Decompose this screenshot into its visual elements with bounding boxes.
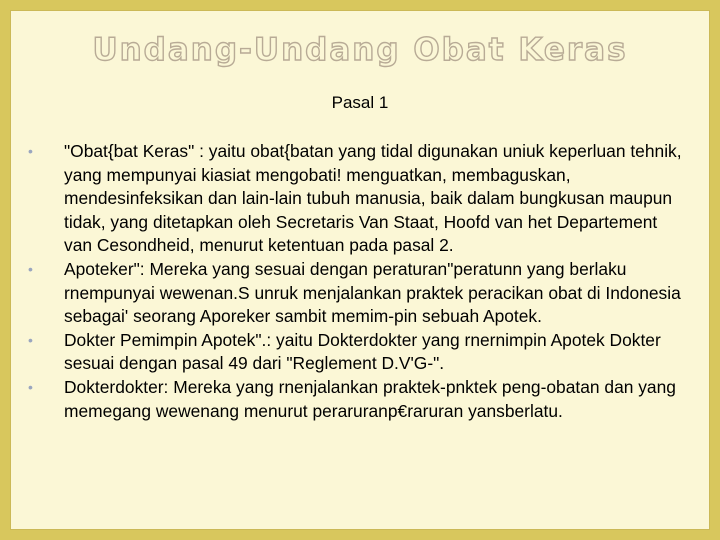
page-title: Undang-Undang Obat Keras [92,32,628,68]
list-item [28,258,688,329]
bullet-icon: • [28,143,33,159]
list-item [28,376,688,423]
bullet-icon: • [28,378,33,395]
list-item-text: Apoteker": Mereka yang sesuai dengan peraturan"peratunn yang berlaku rnempunyai wewenan.S unruk menjalankan praktek peracikan obat di Indonesia sebagai' seorang Aporeker sambit memim-pin sebuah Apotek. [64,258,681,327]
bullet-icon: • [28,331,33,348]
page-subtitle: Pasal 1 [331,93,389,112]
list-item [28,329,688,376]
list-item-text: Dokter Pemimpin Apotek".: yaitu Dokterdokter yang rnernimpin Apotek Dokter sesuai dengan pasal 49 dari "Reglement D.V'G-". [64,329,661,374]
definition-list [28,140,688,423]
list-item [28,140,688,258]
list-item-text: "Obat{bat Keras" : yaitu obat{batan yang tidal digunakan uniuk keperluan tehnik, yang mempunyai kiasiat mengobati! menguatkan, membaguskan, mendesinfeksikan dan lain-lain tubuh manusia, baik dalam bungkusan maupun tidak, yang ditetapkan oleh Secretaris Van Staat, Hoofd van het Departement van Cesondheid, menurut ketentuan pada pasal 2. [64,141,682,256]
list-item-text: Dokterdokter: Mereka yang rnenjalankan praktek-pnktek peng-obatan dan yang memegang wewenang menurut peraruranp€raruran yansberlatu. [64,376,676,421]
bullet-icon: • [28,260,33,277]
